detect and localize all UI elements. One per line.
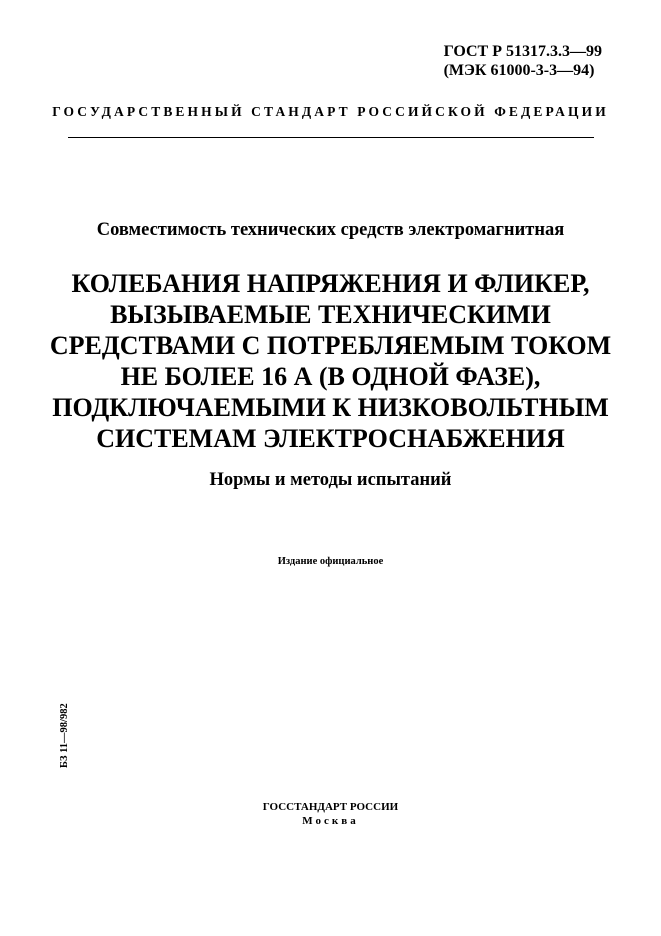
- side-catalog-code: БЗ 11—98/982: [59, 703, 70, 768]
- main-title: [0, 268, 661, 454]
- publisher-block: [0, 800, 661, 828]
- issuing-organization: ГОСУДАРСТВЕННЫЙ СТАНДАРТ РОССИЙСКОЙ ФЕДЕРАЦИИ: [52, 104, 609, 119]
- standard-designation: [444, 42, 602, 80]
- subtitle: Нормы и методы испытаний: [209, 470, 452, 490]
- edition-note: Издание официальное: [277, 556, 384, 567]
- main-title-line: СИСТЕМАМ ЭЛЕКТРОСНАБЖЕНИЯ: [96, 424, 565, 453]
- gost-number: ГОСТ Р 51317.3.3—99: [443, 43, 602, 60]
- publisher-name: ГОССТАНДАРТ РОССИИ: [262, 801, 399, 813]
- header-divider: [68, 137, 594, 138]
- main-title-line: СРЕДСТВАМИ С ПОТРЕБЛЯЕМЫМ ТОКОМ: [49, 331, 612, 360]
- main-title-line: КОЛЕБАНИЯ НАПРЯЖЕНИЯ И ФЛИКЕР,: [71, 269, 590, 298]
- standard-subject: Совместимость технических средств электромагнитная: [96, 220, 565, 240]
- publisher-city: Москва: [302, 815, 359, 827]
- main-title-line: ВЫЗЫВАЕМЫЕ ТЕХНИЧЕСКИМИ: [110, 300, 551, 329]
- main-title-line: ПОДКЛЮЧАЕМЫМИ К НИЗКОВОЛЬТНЫМ: [52, 393, 609, 422]
- main-title-line: НЕ БОЛЕЕ 16 А (В ОДНОЙ ФАЗЕ),: [120, 362, 541, 391]
- iec-number: (МЭК 61000-3-3—94): [443, 62, 595, 79]
